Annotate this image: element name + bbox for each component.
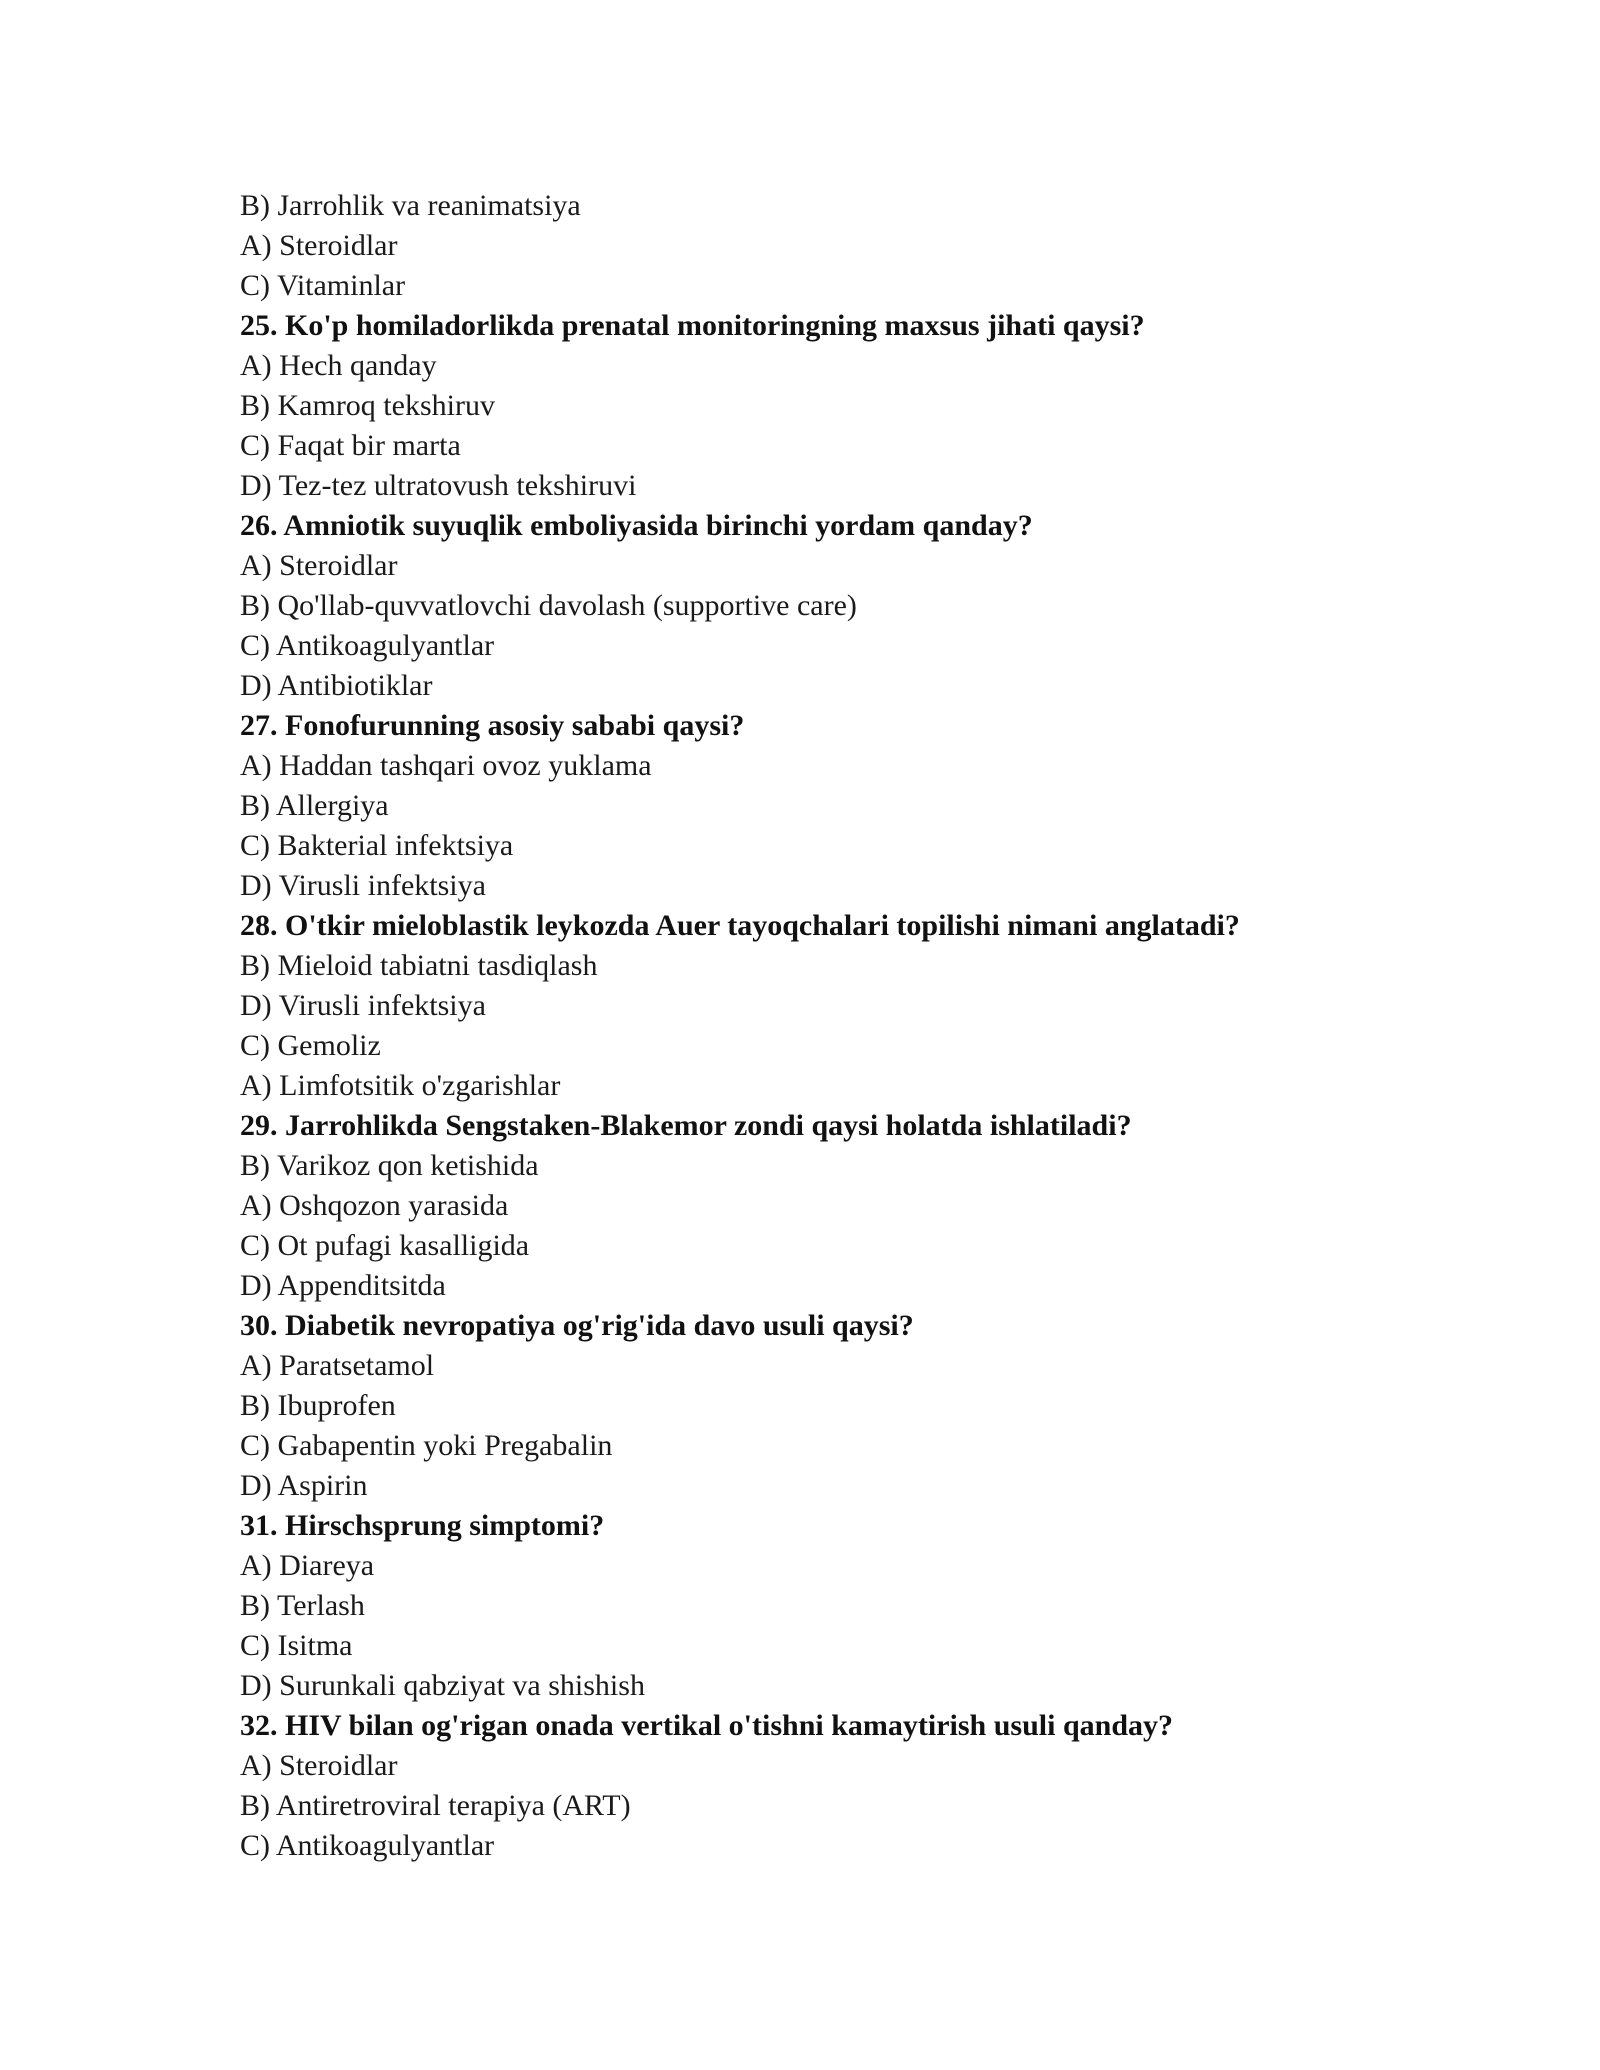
answer-option: B) Varikoz qon ketishida [240,1149,539,1182]
question-text: 31. Hirschsprung simptomi? [240,1509,605,1542]
answer-option: A) Steroidlar [240,1749,398,1782]
answer-option: A) Paratsetamol [240,1349,435,1382]
answer-option: C) Gabapentin yoki Pregabalin [240,1429,613,1462]
answer-option: D) Surunkali qabziyat va shishish [240,1669,645,1702]
answer-option: C) Antikoagulyantlar [240,1829,495,1862]
answer-option: B) Kamroq tekshiruv [240,389,495,422]
answer-option: C) Ot pufagi kasalligida [240,1229,530,1262]
answer-option: D) Virusli infektsiya [240,869,486,902]
answer-option: B) Terlash [240,1589,365,1622]
answer-option: B) Qo'llab-quvvatlovchi davolash (supportive care) [240,589,857,622]
answer-option: B) Mieloid tabiatni tasdiqlash [240,949,598,982]
answer-option: D) Tez-tez ultratovush tekshiruvi [240,469,637,502]
answer-option: C) Bakterial infektsiya [240,829,514,862]
answer-option: D) Antibiotiklar [240,669,433,702]
answer-option: C) Faqat bir marta [240,429,461,462]
answer-option: A) Diareya [240,1549,375,1582]
answer-option: A) Steroidlar [240,229,398,262]
answer-option: D) Appenditsitda [240,1269,446,1302]
answer-option: B) Ibuprofen [240,1389,396,1422]
answer-option: A) Limfotsitik o'zgarishlar [240,1069,561,1102]
question-text: 29. Jarrohlikda Sengstaken-Blakemor zondi qaysi holatda ishlatiladi? [240,1109,1132,1142]
answer-option: A) Hech qanday [240,349,437,382]
question-text: 27. Fonofurunning asosiy sababi qaysi? [240,709,745,742]
answer-option: A) Oshqozon yarasida [240,1189,509,1222]
answer-option: A) Haddan tashqari ovoz yuklama [240,749,652,782]
answer-option: B) Antiretroviral terapiya (ART) [240,1789,631,1822]
question-text: 28. O'tkir mieloblastik leykozda Auer tayoqchalari topilishi nimani anglatadi? [240,909,1240,942]
question-text: 32. HIV bilan og'rigan onada vertikal o'tishni kamaytirish usuli qanday? [240,1709,1174,1742]
answer-option: C) Antikoagulyantlar [240,629,495,662]
answer-option: C) Gemoliz [240,1029,381,1062]
answer-option: B) Jarrohlik va reanimatsiya [240,189,581,222]
answer-option: B) Allergiya [240,789,389,822]
quiz-content [240,186,1440,1866]
answer-option: D) Virusli infektsiya [240,989,486,1022]
question-text: 26. Amniotik suyuqlik emboliyasida birinchi yordam qanday? [240,509,1033,542]
question-text: 30. Diabetik nevropatiya og'rig'ida davo usuli qaysi? [240,1309,914,1342]
answer-option: C) Vitaminlar [240,269,406,302]
answer-option: C) Isitma [240,1629,353,1662]
answer-option: A) Steroidlar [240,549,398,582]
question-text: 25. Ko'p homiladorlikda prenatal monitoringning maxsus jihati qaysi? [240,309,1145,342]
answer-option: D) Aspirin [240,1469,368,1502]
